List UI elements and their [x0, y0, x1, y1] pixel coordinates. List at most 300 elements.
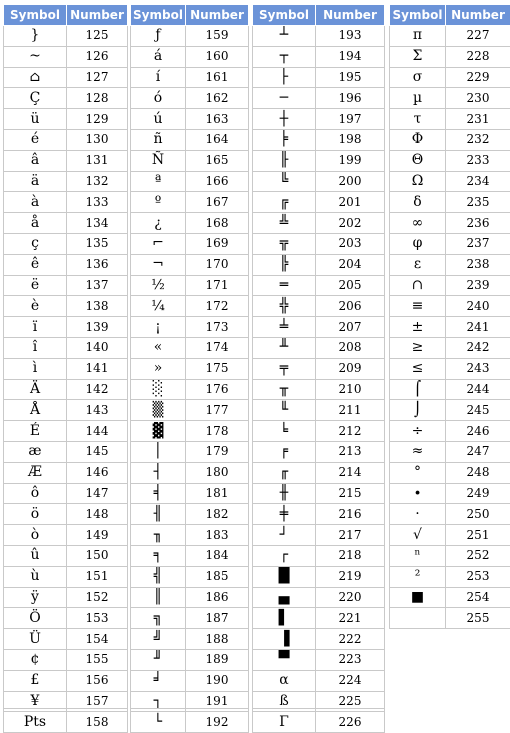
symbol-cell: ╦ [253, 233, 316, 254]
number-cell: 211 [316, 400, 385, 421]
number-cell: 148 [67, 504, 128, 525]
number-cell: 196 [316, 88, 385, 109]
number-cell: 143 [67, 400, 128, 421]
number-cell: 179 [186, 441, 249, 462]
table-row [253, 26, 385, 47]
symbol-cell: ¬ [131, 254, 186, 275]
number-cell: 226 [316, 712, 385, 733]
table-row [4, 566, 128, 587]
table-row [131, 337, 249, 358]
number-cell: 175 [186, 358, 249, 379]
symbol-cell: ╞ [253, 129, 316, 150]
table-row [253, 296, 385, 317]
table-row [253, 608, 385, 629]
symbol-cell: ε [390, 254, 446, 275]
symbol-cell: ┌ [253, 545, 316, 566]
table-row [253, 213, 385, 234]
number-cell: 161 [186, 67, 249, 88]
symbol-cell: ╕ [131, 545, 186, 566]
symbol-cell: ò [4, 525, 67, 546]
table-row [390, 213, 510, 234]
symbol-cell: í [131, 67, 186, 88]
number-cell: 141 [67, 358, 128, 379]
symbol-cell: ¢ [4, 649, 67, 670]
symbol-cell: Γ [253, 712, 316, 733]
table-row [131, 275, 249, 296]
table-row [4, 649, 128, 670]
symbol-cell: ü [4, 109, 67, 130]
table-row [390, 400, 510, 421]
table-row [253, 441, 385, 462]
number-cell: 126 [67, 46, 128, 67]
number-cell: 251 [446, 525, 510, 546]
symbol-cell: } [4, 26, 67, 47]
table-row [253, 587, 385, 608]
symbol-cell: ¿ [131, 213, 186, 234]
number-cell: 208 [316, 337, 385, 358]
number-cell: 213 [316, 441, 385, 462]
table-row [4, 171, 128, 192]
symbol-cell: ° [390, 462, 446, 483]
symbol-cell: ª [131, 171, 186, 192]
table-row [253, 67, 385, 88]
table-row [4, 337, 128, 358]
symbol-cell: á [131, 46, 186, 67]
number-cell: 174 [186, 337, 249, 358]
number-cell: 176 [186, 379, 249, 400]
table-row [390, 88, 510, 109]
table-row [253, 358, 385, 379]
symbol-cell: ■ [390, 587, 446, 608]
symbol-cell: ß [253, 691, 316, 712]
symbol-cell: █ [253, 566, 316, 587]
symbol-cell: ╜ [131, 649, 186, 670]
table-row [390, 46, 510, 67]
table-row [253, 379, 385, 400]
number-cell: 239 [446, 275, 510, 296]
symbol-cell: φ [390, 233, 446, 254]
table-row [253, 421, 385, 442]
symbol-cell: ≥ [390, 337, 446, 358]
table-row [4, 379, 128, 400]
number-cell: 215 [316, 483, 385, 504]
symbol-cell: ┘ [253, 525, 316, 546]
number-cell: 154 [67, 629, 128, 650]
number-cell: 201 [316, 192, 385, 213]
table-row [390, 171, 510, 192]
symbol-cell: Ω [390, 171, 446, 192]
symbol-cell: é [4, 129, 67, 150]
symbol-cell: ç [4, 233, 67, 254]
symbol-cell: ░ [131, 379, 186, 400]
number-cell: 188 [186, 629, 249, 650]
table-row [390, 504, 510, 525]
symbol-cell: ∞ [390, 213, 446, 234]
number-cell: 183 [186, 525, 249, 546]
table-row [131, 483, 249, 504]
number-cell: 178 [186, 421, 249, 442]
number-cell: 238 [446, 254, 510, 275]
table-row [390, 317, 510, 338]
table-row [4, 504, 128, 525]
table-row [253, 629, 385, 650]
number-cell: 134 [67, 213, 128, 234]
symbol-cell: ╢ [131, 504, 186, 525]
symbol-cell: ╨ [253, 337, 316, 358]
table-row [390, 566, 510, 587]
symbol-cell: Θ [390, 150, 446, 171]
number-cell: 168 [186, 213, 249, 234]
symbol-cell: å [4, 213, 67, 234]
table-row [390, 337, 510, 358]
table-row [390, 587, 510, 608]
table-row [390, 483, 510, 504]
symbol-cell: ╡ [131, 483, 186, 504]
table-row [4, 67, 128, 88]
symbol-cell: º [131, 192, 186, 213]
symbol-cell: ▒ [131, 400, 186, 421]
symbol-cell: ë [4, 275, 67, 296]
table-row [390, 296, 510, 317]
number-cell: 129 [67, 109, 128, 130]
table-row [390, 379, 510, 400]
number-cell: 185 [186, 566, 249, 587]
number-cell: 210 [316, 379, 385, 400]
symbol-cell: ≤ [390, 358, 446, 379]
table-row [4, 150, 128, 171]
symbol-cell: ⌡ [390, 400, 446, 421]
number-cell: 254 [446, 587, 510, 608]
symbol-cell: Σ [390, 46, 446, 67]
number-cell: 170 [186, 254, 249, 275]
symbol-cell: ▓ [131, 421, 186, 442]
table-row [131, 150, 249, 171]
symbol-cell: ┼ [253, 109, 316, 130]
table-row [131, 213, 249, 234]
symbol-cell: ⌂ [4, 67, 67, 88]
number-cell: 182 [186, 504, 249, 525]
table-row [390, 421, 510, 442]
number-cell: 149 [67, 525, 128, 546]
symbol-cell: α [253, 670, 316, 691]
symbol-table-1 [3, 4, 128, 733]
table-row [131, 317, 249, 338]
symbol-cell: ╝ [131, 629, 186, 650]
number-cell: 212 [316, 421, 385, 442]
number-cell: 160 [186, 46, 249, 67]
table-row [131, 400, 249, 421]
symbol-cell: ═ [253, 275, 316, 296]
table-row [253, 649, 385, 670]
symbol-cell: Ü [4, 629, 67, 650]
number-cell: 244 [446, 379, 510, 400]
number-cell: 136 [67, 254, 128, 275]
number-cell: 193 [316, 26, 385, 47]
symbol-cell: ╘ [253, 421, 316, 442]
symbol-cell [390, 608, 446, 629]
table-row [390, 275, 510, 296]
number-cell: 194 [316, 46, 385, 67]
symbol-cell: ƒ [131, 26, 186, 47]
symbol-cell: ╬ [253, 296, 316, 317]
table-row [131, 233, 249, 254]
table-row [131, 129, 249, 150]
number-cell: 205 [316, 275, 385, 296]
symbol-cell: ê [4, 254, 67, 275]
table-row [390, 67, 510, 88]
table-row [253, 233, 385, 254]
table-row [253, 337, 385, 358]
number-cell: 249 [446, 483, 510, 504]
table-row [131, 254, 249, 275]
table-row [390, 192, 510, 213]
symbol-cell: ± [390, 317, 446, 338]
table-row [131, 504, 249, 525]
table-row [253, 566, 385, 587]
number-cell: 172 [186, 296, 249, 317]
table-row [4, 46, 128, 67]
symbol-header: Symbol [131, 5, 186, 26]
table-row [390, 525, 510, 546]
table-row [4, 545, 128, 566]
symbol-cell: ┐ [131, 691, 186, 712]
table-row [390, 109, 510, 130]
symbol-cell: ô [4, 483, 67, 504]
table-row [253, 275, 385, 296]
symbol-header: Symbol [4, 5, 67, 26]
table-header-row [390, 5, 510, 26]
table-row [253, 317, 385, 338]
table-row [131, 608, 249, 629]
symbol-cell: ╧ [253, 317, 316, 338]
symbol-cell: τ [390, 109, 446, 130]
number-cell: 231 [446, 109, 510, 130]
number-cell: 180 [186, 462, 249, 483]
symbol-cell: Ä [4, 379, 67, 400]
number-cell: 158 [67, 712, 128, 733]
number-cell: 247 [446, 441, 510, 462]
symbol-cell: π [390, 26, 446, 47]
number-cell: 138 [67, 296, 128, 317]
symbol-cell: √ [390, 525, 446, 546]
number-cell: 223 [316, 649, 385, 670]
number-cell: 132 [67, 171, 128, 192]
table-row [253, 400, 385, 421]
number-cell: 177 [186, 400, 249, 421]
table-row [131, 649, 249, 670]
number-cell: 233 [446, 150, 510, 171]
number-cell: 135 [67, 233, 128, 254]
table-row [4, 462, 128, 483]
number-cell: 147 [67, 483, 128, 504]
number-cell: 241 [446, 317, 510, 338]
table-row [390, 545, 510, 566]
number-cell: 237 [446, 233, 510, 254]
number-cell: 187 [186, 608, 249, 629]
symbol-cell: ¥ [4, 691, 67, 712]
number-cell: 190 [186, 670, 249, 691]
number-cell: 146 [67, 462, 128, 483]
number-header: Number [446, 5, 510, 26]
table-row [131, 88, 249, 109]
symbol-cell: ½ [131, 275, 186, 296]
symbol-cell: ╛ [131, 670, 186, 691]
number-cell: 125 [67, 26, 128, 47]
number-cell: 171 [186, 275, 249, 296]
table-row [253, 150, 385, 171]
symbol-cell: ì [4, 358, 67, 379]
table-row [253, 46, 385, 67]
number-cell: 139 [67, 317, 128, 338]
table-row [253, 525, 385, 546]
table-row [4, 192, 128, 213]
table-row [131, 109, 249, 130]
partial-row-stub [3, 708, 127, 715]
symbol-cell: µ [390, 88, 446, 109]
table-row [253, 192, 385, 213]
number-cell: 189 [186, 649, 249, 670]
symbol-cell: à [4, 192, 67, 213]
number-cell: 199 [316, 150, 385, 171]
number-cell: 235 [446, 192, 510, 213]
partial-row-stub [130, 708, 248, 715]
table-row [4, 109, 128, 130]
table-row [131, 566, 249, 587]
number-cell: 207 [316, 317, 385, 338]
symbol-cell: ú [131, 109, 186, 130]
symbol-cell: Ç [4, 88, 67, 109]
number-cell: 255 [446, 608, 510, 629]
symbol-table-4 [389, 4, 510, 629]
symbol-cell: ▌ [253, 608, 316, 629]
symbol-cell: £ [4, 670, 67, 691]
number-cell: 224 [316, 670, 385, 691]
table-row [131, 670, 249, 691]
table-row [131, 587, 249, 608]
number-cell: 155 [67, 649, 128, 670]
symbol-header: Symbol [390, 5, 446, 26]
number-cell: 173 [186, 317, 249, 338]
number-cell: 192 [186, 712, 249, 733]
table-row [390, 358, 510, 379]
table-row [4, 254, 128, 275]
table-row [253, 88, 385, 109]
number-cell: 153 [67, 608, 128, 629]
number-cell: 232 [446, 129, 510, 150]
number-cell: 195 [316, 67, 385, 88]
symbol-cell: î [4, 337, 67, 358]
number-cell: 229 [446, 67, 510, 88]
number-cell: 200 [316, 171, 385, 192]
table-row [131, 26, 249, 47]
number-cell: 140 [67, 337, 128, 358]
number-cell: 214 [316, 462, 385, 483]
number-cell: 186 [186, 587, 249, 608]
number-cell: 166 [186, 171, 249, 192]
table-row [390, 462, 510, 483]
table-row [253, 483, 385, 504]
symbol-cell: ╠ [253, 254, 316, 275]
number-cell: 227 [446, 26, 510, 47]
number-cell: 157 [67, 691, 128, 712]
number-cell: 184 [186, 545, 249, 566]
number-cell: 220 [316, 587, 385, 608]
table-row [4, 88, 128, 109]
symbol-cell: ¼ [131, 296, 186, 317]
table-row [4, 441, 128, 462]
symbol-cell: û [4, 545, 67, 566]
number-cell: 191 [186, 691, 249, 712]
number-cell: 246 [446, 421, 510, 442]
symbol-cell: ö [4, 504, 67, 525]
symbol-cell: ╥ [253, 379, 316, 400]
symbol-cell: ~ [4, 46, 67, 67]
symbol-cell: Ñ [131, 150, 186, 171]
table-row [4, 587, 128, 608]
number-cell: 218 [316, 545, 385, 566]
table-row [253, 670, 385, 691]
symbol-cell: Ö [4, 608, 67, 629]
symbol-cell: É [4, 421, 67, 442]
symbol-cell: ² [390, 566, 446, 587]
symbol-cell: ╪ [253, 504, 316, 525]
symbol-cell: └ [131, 712, 186, 733]
symbol-cell: » [131, 358, 186, 379]
symbol-cell: ╙ [253, 400, 316, 421]
symbol-cell: ▐ [253, 629, 316, 650]
table-row [4, 525, 128, 546]
table-row [4, 483, 128, 504]
table-row [4, 358, 128, 379]
number-cell: 202 [316, 213, 385, 234]
symbol-cell: ╖ [131, 525, 186, 546]
number-cell: 234 [446, 171, 510, 192]
table-row [4, 317, 128, 338]
number-cell: 250 [446, 504, 510, 525]
partial-row-stub [252, 708, 384, 715]
symbol-cell: ä [4, 171, 67, 192]
table-row [253, 504, 385, 525]
table-row [131, 379, 249, 400]
number-cell: 222 [316, 629, 385, 650]
table-row [4, 233, 128, 254]
symbol-cell: ▄ [253, 587, 316, 608]
number-cell: 144 [67, 421, 128, 442]
number-cell: 131 [67, 150, 128, 171]
number-cell: 162 [186, 88, 249, 109]
symbol-cell: ┴ [253, 26, 316, 47]
number-cell: 253 [446, 566, 510, 587]
symbol-cell: δ [390, 192, 446, 213]
table-row [131, 545, 249, 566]
table-header-row [131, 5, 249, 26]
table-row [4, 26, 128, 47]
number-cell: 236 [446, 213, 510, 234]
symbol-cell: ─ [253, 88, 316, 109]
number-cell: 197 [316, 109, 385, 130]
number-header: Number [316, 5, 385, 26]
number-cell: 252 [446, 545, 510, 566]
number-cell: 165 [186, 150, 249, 171]
table-row [390, 254, 510, 275]
table-row [253, 129, 385, 150]
symbol-cell: æ [4, 441, 67, 462]
number-cell: 150 [67, 545, 128, 566]
symbol-header: Symbol [253, 5, 316, 26]
symbol-cell: ⌐ [131, 233, 186, 254]
number-cell: 245 [446, 400, 510, 421]
symbol-cell: Pts [4, 712, 67, 733]
